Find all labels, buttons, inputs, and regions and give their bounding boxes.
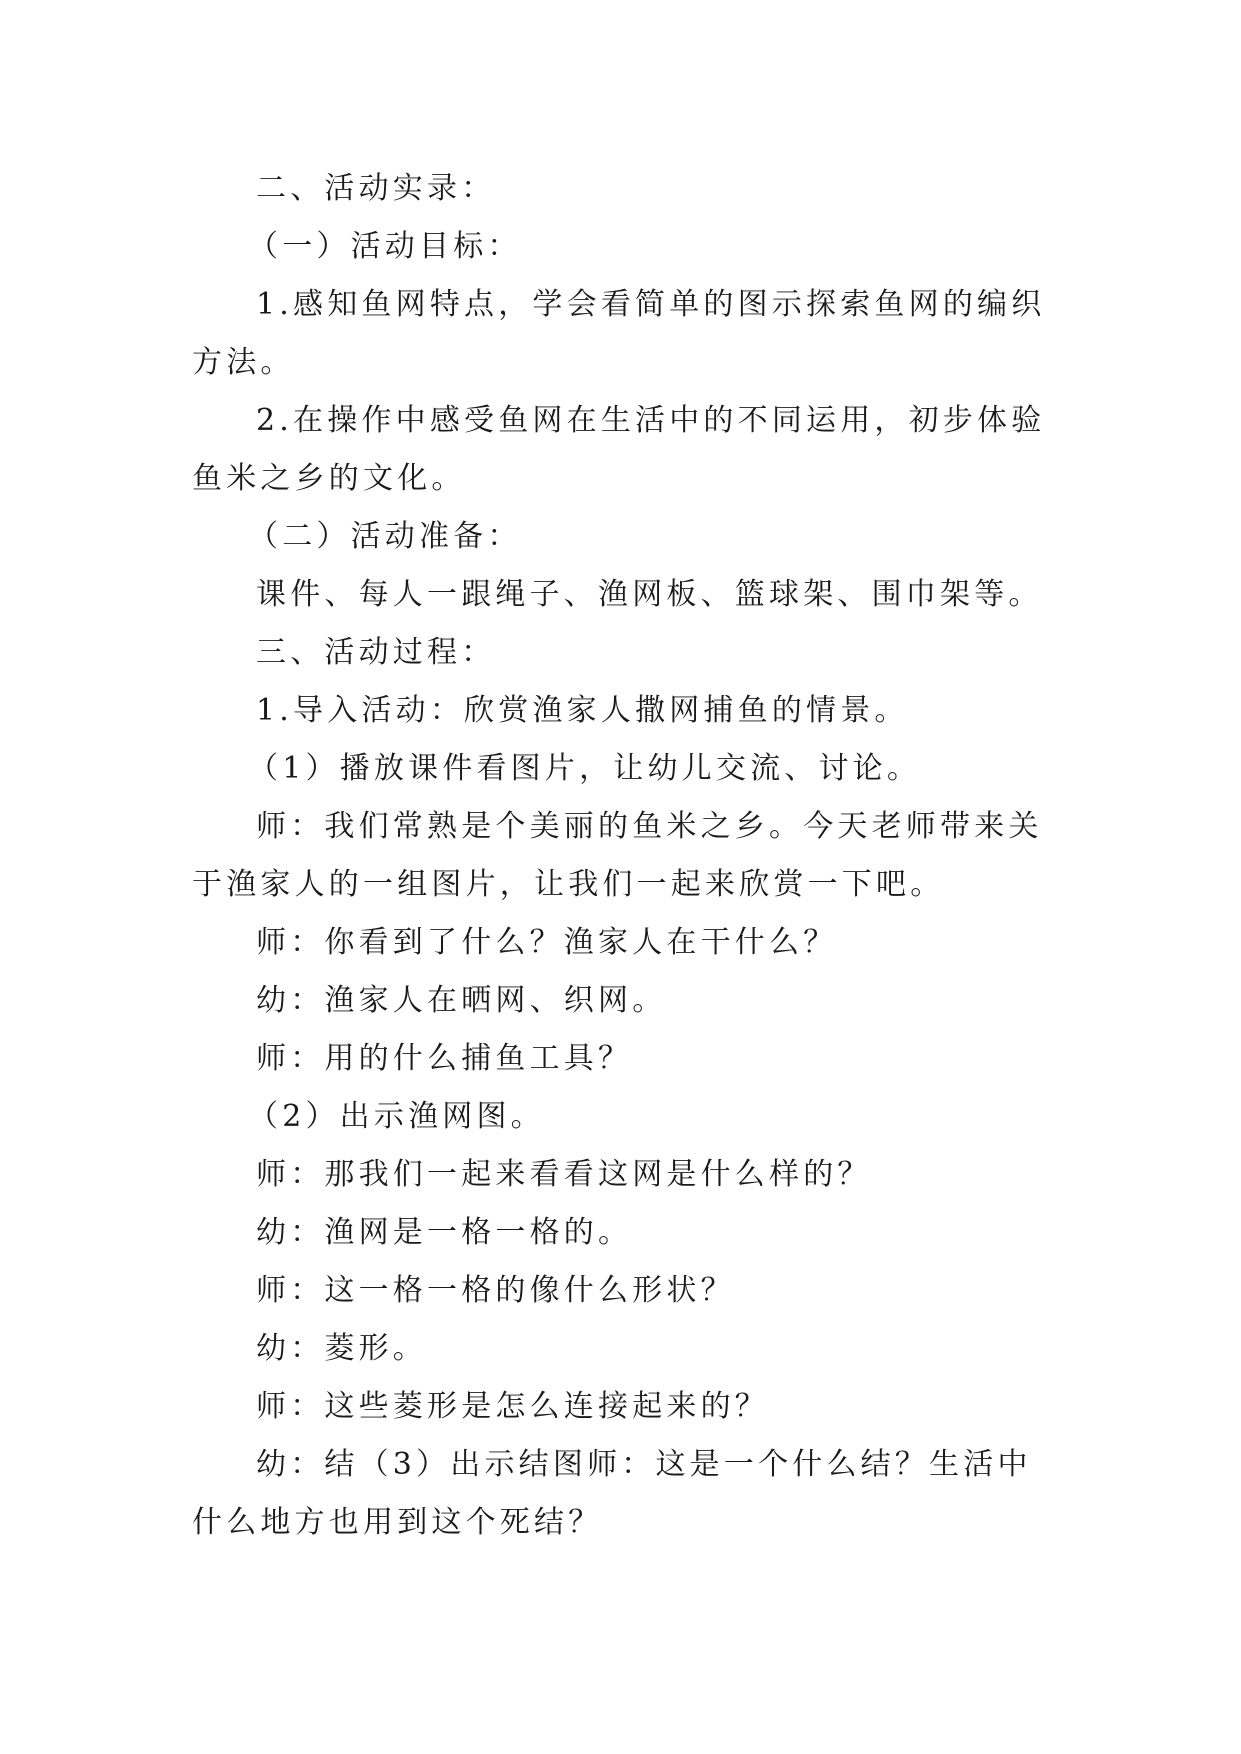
preparation-materials: 课件、每人一跟绳子、渔网板、篮球架、围巾架等。 xyxy=(256,577,1043,612)
dialogue-line: 师：这一格一格的像什么形状？ xyxy=(256,1273,735,1308)
subheading-activity-preparation: （二）活动准备： xyxy=(248,519,522,554)
process-substep-2: （2）出示渔网图。 xyxy=(248,1099,545,1134)
dialogue-line: 幼：渔网是一格一格的。 xyxy=(256,1215,633,1250)
dialogue-line: 师：用的什么捕鱼工具？ xyxy=(256,1041,633,1076)
dialogue-line: 幼：结（3）出示结图师：这是一个什么结？生活中什么地方也用到这个死结？ xyxy=(192,1447,1032,1540)
dialogue-line: 师：我们常熟是个美丽的鱼米之乡。今天老师带来关于渔家人的一组图片，让我们一起来欣赏一下吧。 xyxy=(192,809,1043,902)
process-substep-1: （1）播放课件看图片，让幼儿交流、讨论。 xyxy=(248,751,922,786)
dialogue-line: 幼：渔家人在晒网、织网。 xyxy=(256,983,667,1018)
process-step-1: 1.导入活动：欣赏渔家人撒网捕鱼的情景。 xyxy=(256,693,909,728)
dialogue-line: 师：这些菱形是怎么连接起来的？ xyxy=(256,1389,769,1424)
dialogue-line: 幼：菱形。 xyxy=(256,1331,427,1366)
section-heading-activity-record: 二、活动实录： xyxy=(256,171,496,206)
goal-item-1: 1.感知鱼网特点，学会看简单的图示探索鱼网的编织方法。 xyxy=(192,287,1046,380)
dialogue-line: 师：那我们一起来看看这网是什么样的？ xyxy=(256,1157,872,1192)
section-heading-activity-process: 三、活动过程： xyxy=(256,635,496,670)
goal-item-2: 2.在操作中感受鱼网在生活中的不同运用，初步体验鱼米之乡的文化。 xyxy=(192,403,1046,496)
dialogue-line: 师：你看到了什么？渔家人在干什么？ xyxy=(256,925,838,960)
document-body xyxy=(192,160,1054,1552)
subheading-activity-goals: （一）活动目标： xyxy=(248,229,522,264)
